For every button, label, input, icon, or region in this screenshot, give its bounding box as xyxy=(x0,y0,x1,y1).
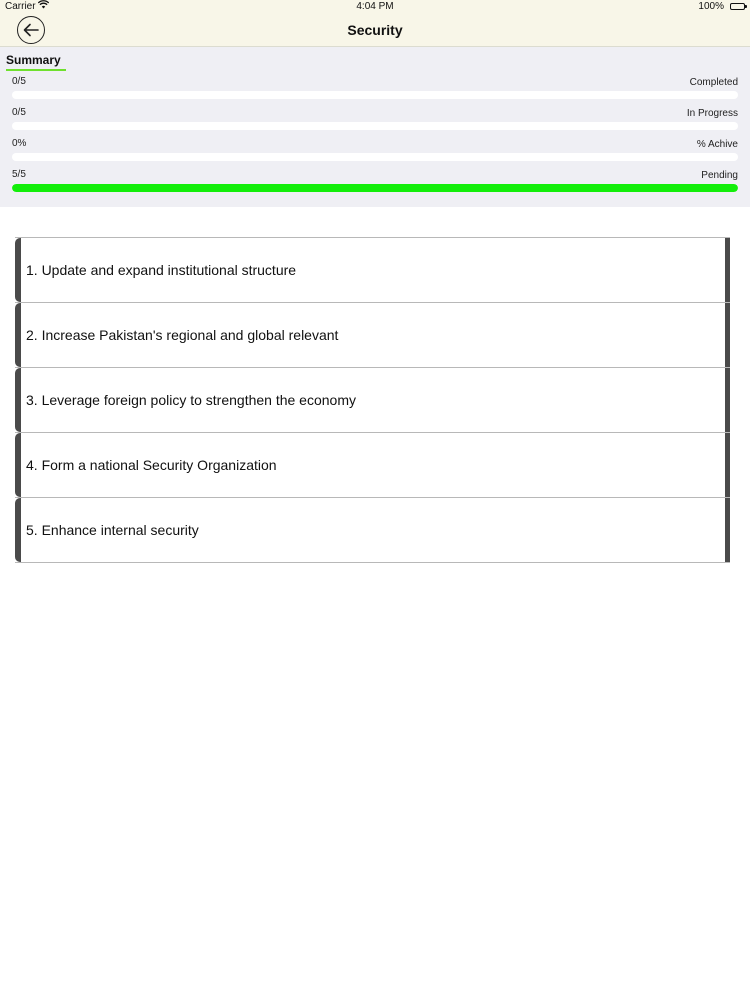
summary-tab[interactable]: Summary xyxy=(6,53,61,67)
clock: 4:04 PM xyxy=(356,1,394,12)
goal-label: 4. Form a national Security Organization xyxy=(26,457,277,473)
progress-track xyxy=(12,184,738,192)
list-item[interactable] xyxy=(15,302,730,367)
battery-percentage: 100% xyxy=(698,1,724,12)
progress-track xyxy=(12,122,738,130)
navigation-bar xyxy=(0,14,750,47)
goal-label: 3. Leverage foreign policy to strengthen the economy xyxy=(26,392,356,408)
carrier-label: Carrier xyxy=(5,1,36,12)
summary-panel xyxy=(0,47,750,207)
goal-list xyxy=(15,237,730,563)
progress-fill xyxy=(12,184,738,192)
stat-label: In Progress xyxy=(686,108,738,119)
stat-label: Completed xyxy=(689,77,738,88)
stat-value: 0% xyxy=(12,138,27,149)
stat-row-completed xyxy=(0,76,750,106)
list-item[interactable] xyxy=(15,497,730,563)
stat-label: % Achive xyxy=(696,139,738,150)
list-item[interactable] xyxy=(15,237,730,302)
page-title: Security xyxy=(347,22,403,38)
summary-tab-indicator xyxy=(6,69,66,71)
list-item[interactable] xyxy=(15,367,730,432)
stat-value: 0/5 xyxy=(12,107,26,118)
goal-label: 1. Update and expand institutional structure xyxy=(26,262,297,278)
stat-row-pending xyxy=(0,169,750,199)
stat-row-in-progress xyxy=(0,107,750,137)
stat-row-achieve xyxy=(0,138,750,168)
progress-track xyxy=(12,91,738,99)
progress-track xyxy=(12,153,738,161)
status-bar xyxy=(0,0,750,14)
stat-label: Pending xyxy=(701,170,738,181)
goal-label: 5. Enhance internal security xyxy=(26,522,199,538)
stat-value: 5/5 xyxy=(12,169,26,180)
list-item[interactable] xyxy=(15,432,730,497)
stat-value: 0/5 xyxy=(12,76,26,87)
battery-icon xyxy=(730,3,745,10)
goal-label: 2. Increase Pakistan's regional and global relevant xyxy=(26,327,339,343)
